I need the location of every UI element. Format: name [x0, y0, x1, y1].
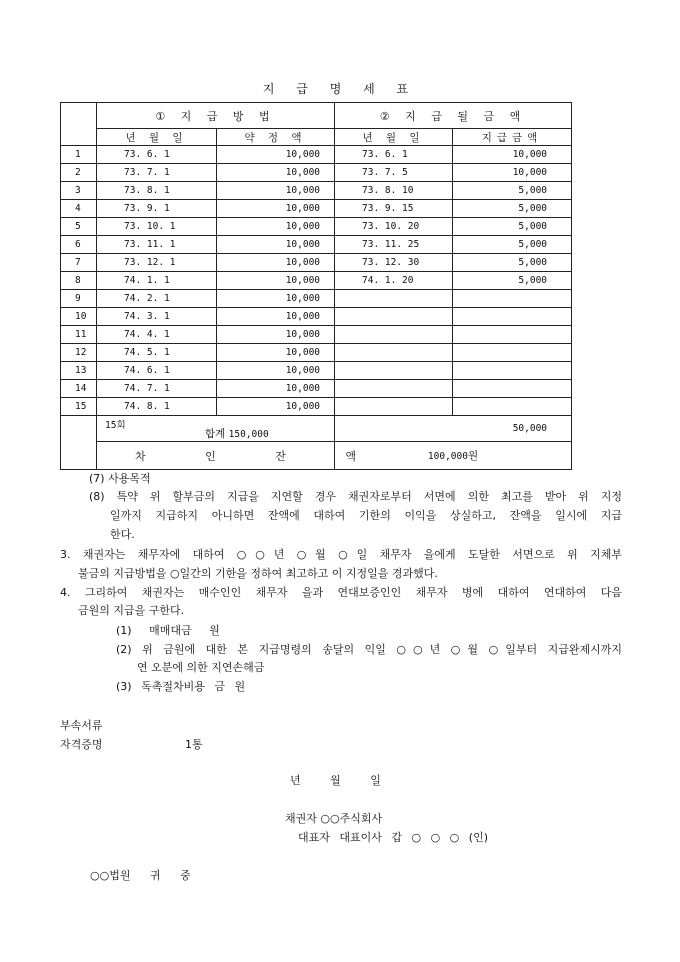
document-title: 지 급 명 세 표: [262, 82, 418, 96]
paragraph-4-line-1: 4. 그리하여 채권자는 매수인인 채무자 을과 연대보증인인 채무자 병에 대하여 연대하여 다음: [60, 586, 622, 599]
paid-date: [335, 344, 453, 362]
payment-date: 73. 8. 1: [97, 182, 217, 200]
balance-amount: 100,000: [427, 451, 468, 462]
attachments-heading: 부속서류: [60, 719, 103, 732]
row-number: 15: [61, 398, 97, 416]
row-number: 5: [61, 218, 97, 236]
paid-amount: [453, 290, 572, 308]
payment-date: 74. 4. 1: [97, 326, 217, 344]
paid-amount-column-header: 지급금액: [453, 129, 572, 146]
table-row: [61, 146, 572, 164]
contract-amount: 10,000: [217, 272, 335, 290]
paid-date: 73. 11. 25: [335, 236, 453, 254]
paid-amount: 5,000: [453, 218, 572, 236]
claim-1-purchase-price: (1) 매매대금 원: [116, 624, 220, 637]
item-7-purpose: (7) 사용목적: [89, 472, 151, 485]
contract-amount: 10,000: [217, 362, 335, 380]
payment-date: 74. 6. 1: [97, 362, 217, 380]
row-number: 14: [61, 380, 97, 398]
contract-amount: 10,000: [217, 236, 335, 254]
paid-date: [335, 380, 453, 398]
row-number: 13: [61, 362, 97, 380]
paid-date: 73. 7. 5: [335, 164, 453, 182]
contract-total: [205, 426, 269, 441]
paid-date: 73. 12. 30: [335, 254, 453, 272]
balance-label: 차 인 잔 액: [97, 442, 335, 470]
paragraph-4-line-2: 금원의 지급을 구한다.: [78, 604, 185, 617]
row-number: 4: [61, 200, 97, 218]
table-row: [61, 200, 572, 218]
item-8-line-2: 일까지 지급하지 아니하면 잔액에 대하여 기한의 이익을 상실하고, 잔액을 일시에 지급: [110, 509, 622, 522]
number-column-header: [61, 103, 97, 146]
installment-count: 15회: [105, 420, 126, 431]
payment-date: 74. 3. 1: [97, 308, 217, 326]
table-row: [61, 182, 572, 200]
paid-amount: [453, 344, 572, 362]
payment-date: 74. 2. 1: [97, 290, 217, 308]
table-row: [61, 362, 572, 380]
row-number: 9: [61, 290, 97, 308]
payment-date: 74. 8. 1: [97, 398, 217, 416]
payment-date: 73. 7. 1: [97, 164, 217, 182]
total-spacer-cell: [61, 416, 97, 470]
payment-date: 74. 7. 1: [97, 380, 217, 398]
creditor-line: 채권자 ○○주식회사: [285, 812, 383, 825]
paid-date: [335, 326, 453, 344]
contract-amount: 10,000: [217, 218, 335, 236]
row-number: 3: [61, 182, 97, 200]
paragraph-3-line-1: 3. 채권자는 채무자에 대하여 ○○년 ○월 ○일 채무자 을에게 도달한 서면으로 위 지체부: [60, 548, 622, 561]
balance-unit: 원: [467, 450, 479, 462]
payment-date: 74. 5. 1: [97, 344, 217, 362]
table-row: [61, 326, 572, 344]
row-number: 2: [61, 164, 97, 182]
claim-3-procedure-cost: (3) 독촉절차비용 금 원: [116, 680, 246, 693]
paid-date: [335, 398, 453, 416]
contract-amount: 10,000: [217, 182, 335, 200]
claim-2-line-1: (2) 위 금원에 대한 본 지급명령의 송달의 익일 ○○년 ○월 ○일부터 지급완제시까지: [116, 643, 622, 656]
row-number: 10: [61, 308, 97, 326]
table-row: [61, 272, 572, 290]
attachment-item-count: 1통: [185, 738, 203, 751]
payment-schedule-table: [60, 102, 572, 470]
contract-amount: 10,000: [217, 308, 335, 326]
table-row: [61, 380, 572, 398]
table-row: [61, 308, 572, 326]
total-amount: 150,000: [228, 429, 269, 440]
item-8-line-3: 한다.: [110, 528, 135, 541]
paid-date: 73. 9. 15: [335, 200, 453, 218]
paid-date: 73. 10. 20: [335, 218, 453, 236]
paid-amount: 10,000: [453, 146, 572, 164]
payment-date: 73. 10. 1: [97, 218, 217, 236]
table-row: [61, 398, 572, 416]
table-header-row: [61, 103, 572, 129]
paid-date: [335, 362, 453, 380]
row-number: 11: [61, 326, 97, 344]
court-addressee: ○○법원 귀 중: [90, 869, 191, 882]
total-label: 합계: [205, 428, 226, 440]
claim-2-line-2: 연 오분에 의한 지연손해금: [137, 661, 265, 674]
date-line: 년 월 일: [290, 774, 381, 787]
row-number: 8: [61, 272, 97, 290]
paid-amount: 5,000: [453, 182, 572, 200]
table-row: [61, 236, 572, 254]
representative-line: 대표자 대표이사 갑 ○ ○ ○ (인): [298, 831, 488, 844]
contract-amount: 10,000: [217, 290, 335, 308]
table-balance-row: [61, 442, 572, 470]
contract-amount: 10,000: [217, 344, 335, 362]
paid-amount: 5,000: [453, 254, 572, 272]
paid-amount: 5,000: [453, 200, 572, 218]
table-row: [61, 218, 572, 236]
paid-date: 73. 6. 1: [335, 146, 453, 164]
contract-amount: 10,000: [217, 146, 335, 164]
table-total-row: [61, 416, 572, 442]
table-row: [61, 290, 572, 308]
table-row: [61, 254, 572, 272]
paid-date: [335, 308, 453, 326]
contract-amount-column-header: 약 정 액: [217, 129, 335, 146]
paid-date: 74. 1. 20: [335, 272, 453, 290]
payment-date: 74. 1. 1: [97, 272, 217, 290]
paid-date-column-header: 년 월 일: [335, 129, 453, 146]
contract-amount: 10,000: [217, 398, 335, 416]
paragraph-3-line-2: 불금의 지급방법을 ○일간의 기한을 정하여 최고하고 이 지정일을 경과했다.: [78, 567, 438, 580]
contract-amount: 10,000: [217, 164, 335, 182]
paid-total-cell: 50,000: [335, 416, 572, 442]
attachment-item-name: 자격증명: [60, 738, 103, 751]
row-number: 1: [61, 146, 97, 164]
contract-amount: 10,000: [217, 200, 335, 218]
payment-date: 73. 11. 1: [97, 236, 217, 254]
payment-date: 73. 9. 1: [97, 200, 217, 218]
payment-date: 73. 6. 1: [97, 146, 217, 164]
paid-amount: 5,000: [453, 272, 572, 290]
paid-amount: [453, 308, 572, 326]
row-number: 6: [61, 236, 97, 254]
item-8-line-1: (8) 특약 위 할부금의 지급을 지연할 경우 채권자로부터 서면에 의한 최고를 받아 위 지정: [89, 490, 622, 503]
paid-amount: 10,000: [453, 164, 572, 182]
amount-due-header: ② 지 급 될 금 액: [335, 103, 572, 129]
contract-amount: 10,000: [217, 326, 335, 344]
contract-total-cell: [97, 416, 335, 442]
paid-date: [335, 290, 453, 308]
paid-amount: [453, 362, 572, 380]
contract-amount: 10,000: [217, 380, 335, 398]
paid-amount: [453, 398, 572, 416]
payment-date: 73. 12. 1: [97, 254, 217, 272]
row-number: 7: [61, 254, 97, 272]
paid-date: 73. 8. 10: [335, 182, 453, 200]
table-row: [61, 344, 572, 362]
paid-amount: 5,000: [453, 236, 572, 254]
date-column-header: 년 월 일: [97, 129, 217, 146]
paid-amount: [453, 380, 572, 398]
payment-method-header: ① 지 급 방 법: [97, 103, 335, 129]
row-number: 12: [61, 344, 97, 362]
contract-amount: 10,000: [217, 254, 335, 272]
table-row: [61, 164, 572, 182]
paid-amount: [453, 326, 572, 344]
table-subheader-row: [61, 129, 572, 146]
